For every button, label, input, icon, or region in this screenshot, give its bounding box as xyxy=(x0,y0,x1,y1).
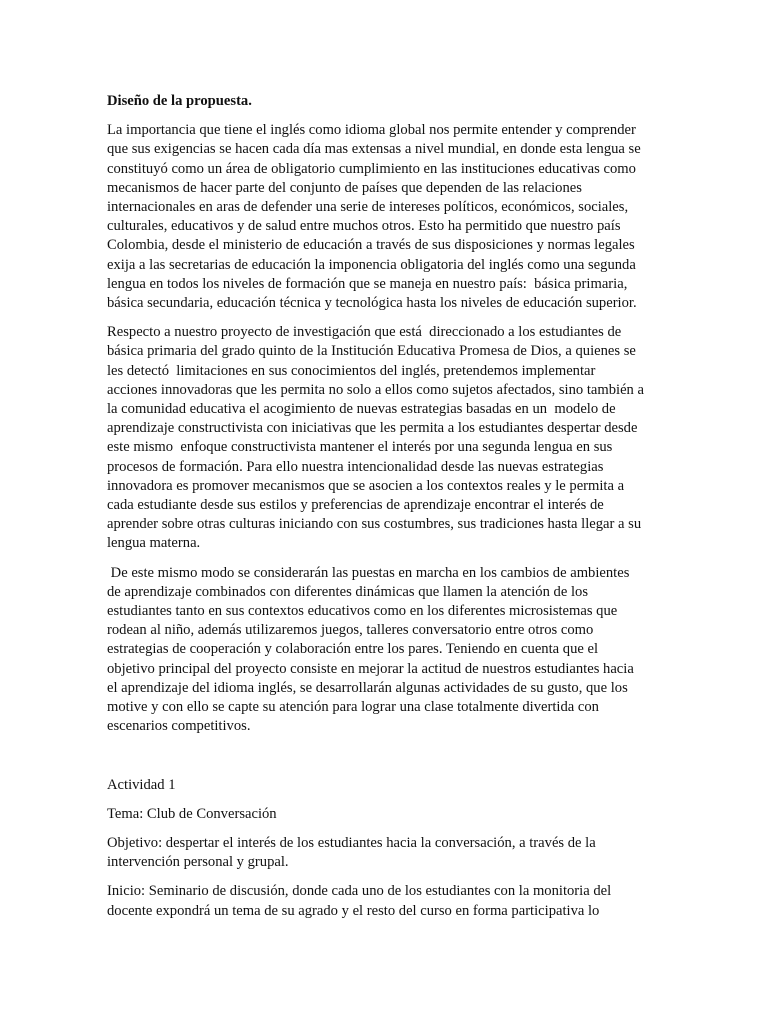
paragraph-importance: La importancia que tiene el inglés como idioma global nos permite entender y comprender que sus exigencias se hacen cada día mas extensas a nivel mundial, en donde esta lengua se constituyó como un área de obligatorio cumplimiento en las instituciones educativas como mecanismos de hacer parte del conjunto de países que dependen de las relaciones internacionales en aras de defender una serie de intereses políticos, económicos, sociales, culturales, educativos y de salud entre muchos otros. Esto ha permitido que nuestro país Colombia, desde el ministerio de educación a través de sus disposiciones y normas legales exija a las secretarias de educación la imponencia obligatoria del inglés como una segunda lengua en todos los niveles de formación que se maneja en nuestro país: básica primaria, básica secundaria, educación técnica y tecnológica hasta los niveles de educación superior. xyxy=(107,122,641,312)
activity-start: Inicio: Seminario de discusión, donde cada uno de los estudiantes con la monitoria del docente expondrá un tema de su agrado y el resto del curso en forma participativa lo xyxy=(107,883,612,919)
paragraph-project: Respecto a nuestro proyecto de investigación que está direccionado a los estudiantes de básica primaria del grado quinto de la Institución Educativa Promesa de Dios, a quienes se les detectó limitaciones en sus conocimientos del inglés, pretendemos implementar acciones innovadoras que les permita no solo a ellos como sujetos afectados, sino también a la comunidad educativa el acogimiento de nuevas estrategias basadas en un modelo de aprendizaje constructivista con iniciativas que les permita a los estudiantes despertar desde este mismo enfoque constructivista mantener el interés por una segunda lengua en sus procesos de formación. Para ello nuestra intencionalidad desde las nuevas estrategias innovadora es promover mecanismos que se asocien a los contextos reales y le permita a cada estudiante desde sus estilos y preferencias de aprendizaje encontrar el interés de aprender sobre otras culturas iniciando con sus costumbres, sus tradiciones hasta llegar a su lengua materna. xyxy=(107,324,644,552)
paragraph-strategies: De este mismo modo se considerarán las puestas en marcha en los cambios de ambientes de aprendizaje combinados con diferentes dinámicas que llamen la atención de los estudiantes tanto en sus contextos educativos como en los diferentes microsistemas que rodean al niño, además utilizaremos juegos, talleres conversatorio entre otros como estrategias de cooperación y colaboración entre los pares. Teniendo en cuenta que el objetivo principal del proyecto consiste en mejorar la actitud de nuestros estudiantes hacia el aprendizaje del idioma inglés, se desarrollarán algunas actividades de su gusto, que los motive y con ello se capte su atención para lograr una clase totalmente divertida con escenarios competitivos. xyxy=(107,564,634,735)
activity-objective: Objetivo: despertar el interés de los estudiantes hacia la conversación, a través de la intervención personal y grupal. xyxy=(107,834,596,871)
activity-heading: Actividad 1 xyxy=(107,776,176,793)
document-body xyxy=(107,92,663,931)
activity-theme: Tema: Club de Conversación xyxy=(107,805,277,822)
spacer xyxy=(107,747,663,776)
section-title: Diseño de la propuesta. xyxy=(107,93,252,109)
